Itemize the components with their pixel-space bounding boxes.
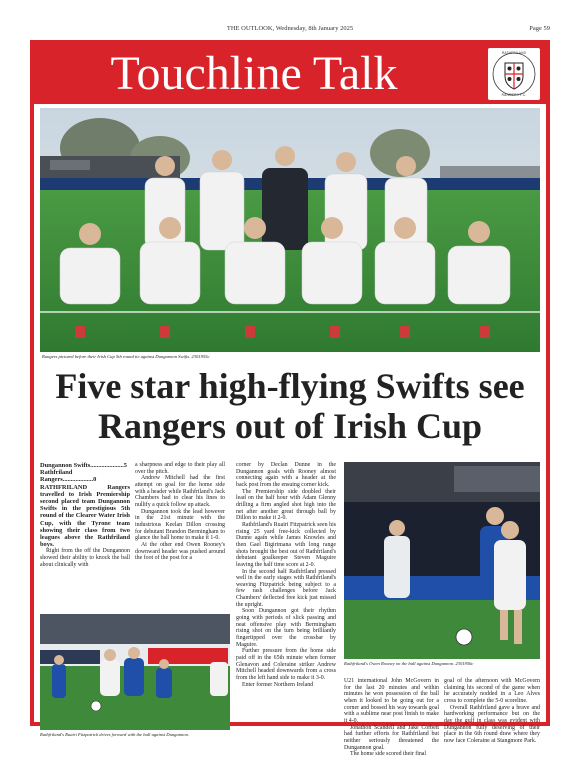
score-line-dungannon: Dungannon Swifts.....................5 bbox=[40, 462, 128, 469]
article-frame bbox=[30, 40, 550, 758]
article-paragraph: At the other end Owen Rooney's downward header was pushed around the foot of the post for a bbox=[135, 541, 225, 562]
article-paragraph: a sharpness and edge to their play all over the pitch. bbox=[135, 462, 225, 475]
article-paragraph: goal of the afternoon with McGovern claiming his second of the game when he accurately nodded in a Leo Alves cross to complete the 5-0 scoreline. bbox=[444, 678, 540, 704]
crest-bottom-text: RANGERS F.C. bbox=[501, 93, 527, 97]
article-paragraph: Dungannon took the lead however in the 21st minute with the industrious Keelan Dillon crossing for debutant Brandon Bermingham to glance the ball home to make it 1-0. bbox=[135, 508, 225, 542]
team-photo-caption: Rangers pictured before their Irish Cup 5th round tie against Dungannon Swifts. 2301955c bbox=[42, 354, 210, 359]
fitzpatrick-caption: Rathfriland's Ruairi Fitzpatrick drives forward with the ball against Dungannon. bbox=[40, 732, 190, 737]
article-paragraph: corner by Declan Dunne in the Dungannon goals with Rooney almost connecting again with a header at the back post from the ensuing corner kick. bbox=[236, 462, 336, 488]
fitzpatrick-photo bbox=[40, 614, 230, 730]
article-column-3 bbox=[236, 462, 336, 688]
fitzpatrick-photo-illustration bbox=[40, 614, 230, 730]
club-crest bbox=[488, 48, 540, 100]
article-paragraph: The Premiership side doubled their lead on the half hour with Adam Glenny drilling a firm angled shot high into the net after another great through ball by Dillon to make it 2-0. bbox=[236, 488, 336, 522]
article-paragraph: Soon Dungannon got their rhythm going with periods of slick passing and neat offensive play with Bermingham rising shot on the turn being brilliantly fingertipped over the crossbar by Maguire. bbox=[236, 608, 336, 648]
crest-top-text: RATHFRILAND bbox=[501, 51, 527, 55]
article-column-1 bbox=[40, 462, 130, 568]
article-column-2 bbox=[135, 462, 225, 562]
team-photo bbox=[40, 108, 540, 352]
page-number: Page 59 bbox=[529, 25, 550, 32]
article-paragraph: Andrew Mitchell had the first attempt on goal for the home side with a header while Rathfriland's Jack Chambers had to clear his lines to nullify a quick follow up attack. bbox=[135, 475, 225, 508]
article-column-4 bbox=[344, 678, 439, 758]
article-paragraph: Jonathon Scandell and Jake Corbett had further efforts for Rathfriland but neither seriously threatened the Dungannon goal. bbox=[344, 724, 439, 751]
publication-line: THE OUTLOOK, Wednesday, 8th January 2025 bbox=[226, 25, 354, 32]
article-lead: RATHFRILAND Rangers travelled to Irish Premiership second placed team Dungannon Swifts in the prestigious 5th round of the Clearer Water Irish Cup, with the Tyrone team showing their class from two leagues above the Rathfriland boys. bbox=[40, 483, 130, 549]
rooney-photo-illustration bbox=[344, 462, 540, 659]
article-paragraph: Further pressure from the home side paid off in the 65th minute when former Glenavon and Coleraine striker Andrew Mitchell headed downwards from a cross from the left hand side to make it 3-0. bbox=[236, 648, 336, 681]
page-header bbox=[30, 22, 550, 36]
rooney-photo bbox=[344, 462, 540, 659]
team-photo-illustration bbox=[40, 108, 540, 352]
headline: Five star high-flying Swifts see Rangers out of Irish Cup bbox=[55, 366, 525, 446]
rooney-caption: Rathfriland's Owen Rooney on the ball against Dungannon. 2301956c bbox=[344, 661, 474, 666]
article-paragraph: In the second half Rathfriland pressed well in the early stages with Rathfriland's weaving Fitzpatrick being subject to a few rash challenges before Jack Chambers' deflected free kick just missed the upright. bbox=[236, 568, 336, 608]
section-title: Touchline Talk bbox=[110, 47, 398, 100]
article-paragraph: Rathfriland's Ruairi Fitzpatrick seen his rising 25 yard free-kick collected by Dunne again while James Knowles and then Gael Bigirimana with long range shots brought the best out of Rathfriland's debutant goalkeeper Steven Maguire leaving the half time score at 2-0. bbox=[236, 521, 336, 568]
article-paragraph: Right from the off the Dungannon showed their ability to knock the ball about clinically with bbox=[40, 548, 130, 568]
article-paragraph: The home side scored their final bbox=[350, 751, 427, 758]
score-line-rathfriland: Rathfriland Rangers...................0 bbox=[40, 469, 97, 484]
article-paragraph: Overall Rathfriland gave a brave and hardworking performance but on the day the gulf in class was evident with Dungannon fully deserving of their place in the 6th round draw where they now face Coleraine at Stangmore Park. bbox=[444, 704, 540, 744]
section-title-bar bbox=[34, 44, 546, 104]
article-column-5 bbox=[444, 678, 540, 745]
article-paragraph: U21 international John McGovern in for the last 20 minutes and within minutes he won possession of the ball when it looked to be going out for a corner and bossed his way towards goal with a sublime near post finish to make it 4-0. bbox=[344, 678, 439, 724]
article-paragraph: Enter former Northern Ireland bbox=[242, 681, 314, 688]
